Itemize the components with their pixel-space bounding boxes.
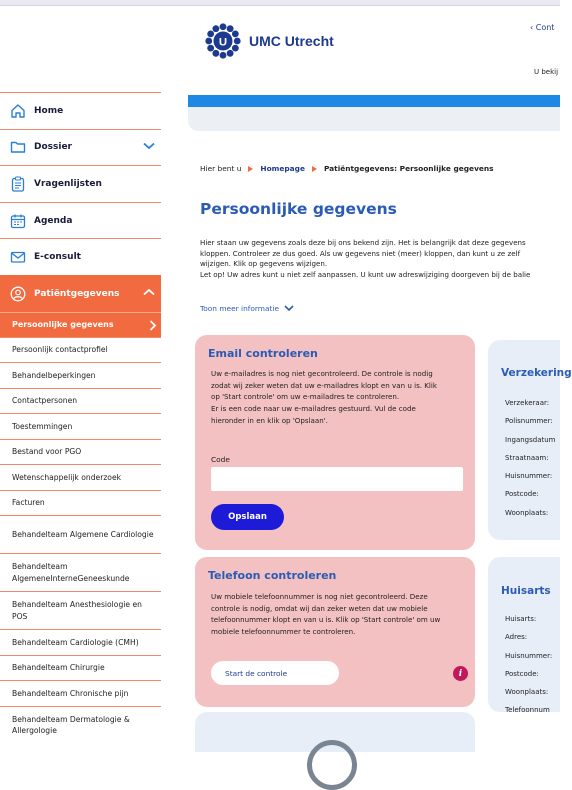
logo-petal <box>205 38 212 45</box>
logo-text: UMC Utrecht <box>249 33 334 49</box>
sidebar-item-e-consult[interactable] <box>0 238 161 275</box>
doctor-field-label: Huisnummer: <box>505 651 553 660</box>
sidebar-sub-label: Persoonlijke gegevens <box>12 320 114 330</box>
email-card-text <box>211 368 461 427</box>
sidebar-item-agenda[interactable] <box>0 202 161 239</box>
logo-petal <box>220 52 227 59</box>
phone-card-line: telefoonnummer klopt en van u is. Klik op 'Start controle' om uw <box>211 615 441 625</box>
phone-card-line: controle is nodig, omdat wij dan zeker weten dat uw mobiele <box>211 603 428 613</box>
save-button[interactable]: Opslaan <box>211 504 284 530</box>
doctor-card-title: Huisarts <box>501 585 551 597</box>
logo-petal <box>227 25 234 32</box>
logo-petal <box>227 50 234 57</box>
sidebar-item-label: E-consult <box>34 252 81 263</box>
doctor-field-label: Telefoonnum <box>505 706 550 715</box>
envelope-icon <box>10 249 26 265</box>
contact-link[interactable]: ‹ Cont <box>530 23 555 32</box>
logo-petal <box>212 25 219 32</box>
umc-logo[interactable] <box>204 22 334 60</box>
sidebar-item-dossier[interactable] <box>0 129 161 166</box>
logo-petal <box>232 45 239 52</box>
umc-logo-icon <box>204 22 242 60</box>
email-card-line: zodat wij zeker weten dat uw e-mailadres klopt en van u is. Klik <box>211 380 437 390</box>
avatar-icon <box>307 740 357 790</box>
user-circle-icon <box>10 286 26 302</box>
breadcrumb-arrow-icon <box>248 166 253 172</box>
phone-card-title: Telefoon controleren <box>208 569 337 582</box>
clipboard-icon <box>10 176 26 192</box>
email-card-line: hieronder in en klik op 'Opslaan'. <box>211 415 328 425</box>
header-grey-band <box>188 107 560 131</box>
logo-petal <box>212 50 219 57</box>
insurance-field-label: Ingangsdatum <box>505 435 556 444</box>
doctor-field-label: Postcode: <box>505 669 539 678</box>
email-card-title: Email controleren <box>208 347 318 360</box>
phone-card-line: mobiele telefoonnummer te controleren. <box>211 627 356 637</box>
intro-line: wijzigen. Klik op gegevens wijzigen. <box>200 259 328 269</box>
email-card-line: Er is een code naar uw e-mailadres gestuurd. Vul de code <box>211 404 416 414</box>
sidebar-sub-item[interactable]: Wetenschappelijk onderzoek <box>0 464 161 490</box>
chevron-down-icon[interactable] <box>143 142 155 153</box>
breadcrumb-current: Patiëntgegevens: Persoonlijke gegevens <box>323 164 494 173</box>
intro-line: Hier staan uw gegevens zoals deze bij ons bekend zijn. Het is belangrijk dat deze gegevens <box>200 238 526 247</box>
sidebar-sub-item[interactable]: Bestand voor PGO <box>0 439 161 465</box>
show-more-label: Toon meer informatie <box>200 304 280 313</box>
sidebar-sub-item[interactable]: Toestemmingen <box>0 413 161 439</box>
sidebar-sub-item[interactable]: Behandelteam Chronische pijn <box>0 680 161 706</box>
insurance-field-label: Polisnummer: <box>505 417 553 426</box>
show-more-link[interactable] <box>200 304 294 313</box>
insurance-field-label: Huisnummer: <box>505 472 553 481</box>
sidebar-sub-item-active[interactable] <box>0 312 161 337</box>
intro-text <box>200 238 560 281</box>
breadcrumb-arrow-icon <box>312 166 317 172</box>
intro-line: Let op! Uw adres kunt u niet zelf aanpassen. U kunt uw adreswijziging doorgeven bij de balie <box>200 269 531 279</box>
folder-icon <box>10 139 26 155</box>
doctor-field-label: Woonplaats: <box>505 688 549 697</box>
logo-petal <box>220 23 227 30</box>
user-info-text: U bekij <box>534 68 559 76</box>
insurance-field-label: Straatnaam: <box>505 453 549 462</box>
calendar-icon <box>10 213 26 229</box>
doctor-field-label: Huisarts: <box>505 615 537 623</box>
sidebar-sub-item[interactable]: Behandelteam Anesthesiologie en POS <box>0 591 161 629</box>
sidebar-nav <box>0 92 161 744</box>
breadcrumb-home-link[interactable]: Homepage <box>260 164 305 173</box>
insurance-card <box>488 340 572 540</box>
svg-text:U: U <box>218 36 228 49</box>
logo-petal <box>207 30 214 37</box>
sidebar-item-label: Dossier <box>34 142 72 153</box>
start-verification-button[interactable]: Start de controle <box>211 661 339 685</box>
code-label: Code <box>211 455 230 464</box>
doctor-field-list <box>505 615 552 725</box>
sidebar-sub-item[interactable]: Behandelteam Algemene Cardiologie <box>0 515 161 553</box>
sidebar-sub-item[interactable]: Contactpersonen <box>0 388 161 414</box>
chevron-down-icon <box>284 305 294 312</box>
insurance-field-label: Woonplaats: <box>505 508 549 517</box>
sidebar-item-label: Patiëntgegevens <box>34 288 120 299</box>
home-icon <box>10 103 26 119</box>
sidebar-item-vragenlijsten[interactable] <box>0 165 161 202</box>
profile-card <box>195 712 475 752</box>
sidebar-sub-item[interactable]: Behandelbeperkingen <box>0 362 161 388</box>
sidebar-item-patientgegevens[interactable] <box>0 275 161 312</box>
logo-petal <box>234 38 241 45</box>
insurance-field-label: Verzekeraar: <box>505 399 550 407</box>
email-card-line: Uw e-mailadres is nog niet gecontroleerd. De controle is nodig <box>211 369 433 378</box>
sidebar-sub-item[interactable]: Behandelteam AlgemeneInterneGeneeskunde <box>0 553 161 591</box>
chevron-right-icon <box>149 320 157 333</box>
phone-verification-card <box>195 557 475 707</box>
sidebar-sub-item[interactable]: Behandelteam Cardiologie (CMH) <box>0 629 161 655</box>
phone-card-line: Uw mobiele telefoonnummer is nog niet gecontroleerd. Deze <box>211 592 428 601</box>
sidebar-item-label: Agenda <box>34 215 73 226</box>
insurance-field-list <box>505 399 556 527</box>
info-icon[interactable]: i <box>453 666 468 681</box>
sidebar-item-label: Vragenlijsten <box>34 178 102 189</box>
email-verification-card <box>195 335 475 550</box>
browser-top-edge <box>0 0 560 6</box>
insurance-card-title: Verzekering <box>501 367 572 379</box>
doctor-field-label: Adres: <box>505 633 528 642</box>
logo-petal <box>232 30 239 37</box>
intro-line: kloppen. Controleer ze dus goed. Als uw gegevens niet (meer) kloppen, dan kunt u ze zelf <box>200 248 521 258</box>
page-title: Persoonlijke gegevens <box>200 200 397 218</box>
phone-card-text <box>211 591 461 638</box>
email-card-line: op 'Start controle' om uw e-mailadres te controleren. <box>211 392 400 402</box>
breadcrumb <box>200 164 494 173</box>
breadcrumb-prefix: Hier bent u <box>200 164 242 173</box>
code-input[interactable] <box>211 467 463 491</box>
general-practitioner-card <box>488 557 560 715</box>
sidebar-item-home[interactable] <box>0 92 161 129</box>
sidebar-sub-item[interactable]: Persoonlijk contactprofiel <box>0 337 161 363</box>
sidebar-item-label: Home <box>34 105 64 116</box>
sidebar-sub-item[interactable]: Behandelteam Chirurgie <box>0 655 161 681</box>
insurance-field-label: Postcode: <box>505 490 539 499</box>
header-blue-bar <box>188 95 560 107</box>
sidebar-sub-item[interactable]: Facturen <box>0 490 161 516</box>
sidebar-sub-item[interactable]: Behandelteam Dermatologie & Allergologie <box>0 706 161 744</box>
logo-petal <box>207 45 214 52</box>
chevron-up-icon[interactable] <box>143 288 155 299</box>
